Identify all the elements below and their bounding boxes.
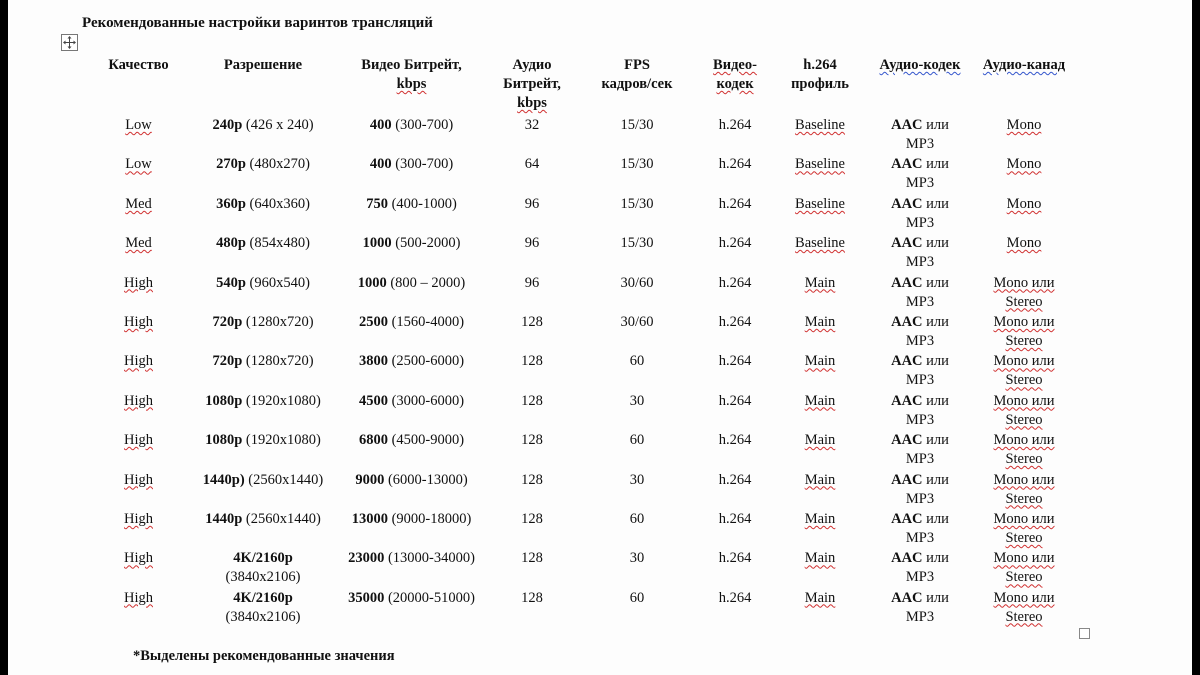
cell-audio-channel: Mono [1006,195,1042,212]
table-row [82,352,1080,391]
document-title: Рекомендованные настройки варинтов трансляций [82,15,433,31]
cell-resolution: 480p (854x480) [216,235,310,252]
table-row [82,510,1080,549]
cell-fps: 15/30 [620,156,654,173]
cell-profile: Baseline [795,156,845,173]
cell-resolution: 1440p) (2560x1440) [202,471,324,488]
cell-video-codec: h.264 [718,510,752,527]
cell-resolution: 4K/2160p (3840x2106) [225,550,301,586]
cell-fps: 30 [629,471,645,488]
cell-audio-codec: AAC или MP3 [891,589,949,625]
cell-fps: 60 [629,353,645,370]
cell-fps: 60 [629,432,645,449]
cell-video-codec: h.264 [718,550,752,567]
cell-video-bitrate: 9000 (6000-13000) [355,471,468,488]
cell-fps: 60 [629,589,645,606]
table-body [82,116,1080,628]
cell-audio-codec: AAC или MP3 [891,510,949,546]
cell-audio-bitrate: 96 [524,274,540,291]
table-row [82,431,1080,470]
header-audio-codec: Аудио-кодек [879,57,961,73]
cell-audio-codec: AAC или MP3 [891,392,949,428]
cell-profile: Main [804,353,836,370]
streaming-settings-table [82,56,1080,628]
cell-video-bitrate: 400 (300-700) [369,117,454,133]
cell-audio-codec: AAC или MP3 [891,235,949,271]
table-row [82,234,1080,273]
cell-fps: 30 [629,392,645,409]
header-audio-channel: Аудио-канад [982,57,1066,73]
cell-resolution: 240p (426 x 240) [212,117,314,133]
cell-audio-bitrate: 128 [521,471,543,488]
cell-quality: High [124,550,153,567]
cell-video-bitrate: 3800 (2500-6000) [358,353,465,370]
cell-video-codec: h.264 [718,353,752,370]
cell-audio-codec: AAC или MP3 [891,274,949,310]
cell-resolution: 540p (960x540) [216,274,310,291]
cell-quality: Low [125,117,152,133]
header-resolution: Разрешение [223,57,303,73]
cell-audio-codec: AAC или MP3 [891,117,949,152]
table-header-row [82,56,1080,116]
cell-quality: Med [125,195,152,212]
cell-video-codec: h.264 [718,392,752,409]
cell-quality: High [124,589,153,606]
cell-audio-bitrate: 128 [521,550,543,567]
cell-audio-channel: Mono или Stereo [993,353,1055,389]
cell-resolution: 270p (480x270) [216,156,310,173]
document-page [8,0,1192,675]
cell-video-bitrate: 1000 (800 – 2000) [357,274,466,291]
cell-quality: High [124,274,153,291]
cell-audio-channel: Mono или Stereo [993,432,1055,468]
cell-profile: Main [804,589,836,606]
cell-quality: Med [125,235,152,252]
cell-audio-codec: AAC или MP3 [891,313,949,349]
table-row [82,274,1080,313]
cell-video-codec: h.264 [718,432,752,449]
header-video-codec: Видео- кодек [713,57,757,92]
cell-video-codec: h.264 [718,156,752,173]
cell-profile: Baseline [795,195,845,212]
cell-fps: 30/60 [620,313,654,330]
table-row [82,195,1080,234]
cell-audio-codec: AAC или MP3 [891,550,949,586]
cell-video-bitrate: 23000 (13000-34000) [348,550,475,567]
cell-video-codec: h.264 [718,117,752,133]
cell-audio-codec: AAC или MP3 [891,353,949,389]
cell-video-bitrate: 400 (300-700) [369,156,454,173]
table-row [82,471,1080,510]
cell-audio-channel: Mono или Stereo [993,392,1055,428]
table-row [82,392,1080,431]
cell-video-bitrate: 1000 (500-2000) [362,235,461,252]
move-arrows-icon [62,35,77,50]
cell-audio-channel: Mono или Stereo [993,550,1055,586]
table-row [82,589,1080,628]
cell-audio-bitrate: 32 [524,117,540,133]
cell-video-codec: h.264 [718,471,752,488]
cell-quality: High [124,510,153,527]
cell-profile: Main [804,392,836,409]
cell-audio-channel: Mono или Stereo [993,274,1055,310]
cell-audio-channel: Mono [1006,156,1042,173]
header-video-bitrate: Видео Битрейт, kbps [361,57,462,92]
cell-quality: High [124,313,153,330]
header-quality: Качество [108,57,169,73]
header-audio-bitrate: Аудио Битрейт, kbps [503,57,561,111]
cell-profile: Main [804,313,836,330]
cell-audio-codec: AAC или MP3 [891,432,949,468]
table-row [82,549,1080,588]
cell-audio-channel: Mono или Stereo [993,471,1055,507]
cell-quality: High [124,432,153,449]
cell-profile: Main [804,471,836,488]
cell-profile: Baseline [795,235,845,252]
cell-video-codec: h.264 [718,235,752,252]
cell-fps: 15/30 [620,235,654,252]
cell-profile: Main [804,274,836,291]
cell-fps: 15/30 [620,195,654,212]
header-fps: FPS кадров/сек [601,57,673,92]
table-row [82,155,1080,194]
cell-quality: High [124,471,153,488]
cell-video-bitrate: 750 (400-1000) [366,195,457,212]
cell-audio-bitrate: 64 [524,156,540,173]
cell-fps: 30/60 [620,274,654,291]
cell-resolution: 720p (1280x720) [212,313,314,330]
cell-audio-bitrate: 96 [524,195,540,212]
cell-resolution: 1080p (1920x1080) [205,392,321,409]
cell-video-codec: h.264 [718,313,752,330]
cell-audio-channel: Mono или Stereo [993,313,1055,349]
cell-audio-codec: AAC или MP3 [891,195,949,231]
cell-video-bitrate: 35000 (20000-51000) [348,589,475,606]
cell-audio-bitrate: 128 [521,392,543,409]
cell-resolution: 720p (1280x720) [212,353,314,370]
cell-audio-codec: AAC или MP3 [891,471,949,507]
cell-audio-bitrate: 128 [521,432,543,449]
cell-quality: Low [125,156,152,173]
cell-profile: Main [804,550,836,567]
footnote: *Выделены рекомендованные значения [133,648,395,664]
cell-fps: 30 [629,550,645,567]
cell-quality: High [124,353,153,370]
cell-audio-channel: Mono [1006,117,1042,133]
cell-audio-bitrate: 128 [521,510,543,527]
cell-video-codec: h.264 [718,589,752,606]
table-move-handle[interactable] [61,34,78,51]
cell-resolution: 1440p (2560x1440) [205,510,321,527]
cell-video-bitrate: 4500 (3000-6000) [358,392,465,409]
cell-audio-bitrate: 128 [521,353,543,370]
cell-video-codec: h.264 [718,274,752,291]
cell-resolution: 4K/2160p (3840x2106) [225,589,301,625]
table-resize-handle[interactable] [1079,628,1090,639]
cell-video-codec: h.264 [718,195,752,212]
cell-quality: High [124,392,153,409]
table-row [82,116,1080,155]
cell-audio-bitrate: 96 [524,235,540,252]
cell-video-bitrate: 2500 (1560-4000) [358,313,465,330]
cell-resolution: 360p (640x360) [216,195,310,212]
cell-audio-codec: AAC или MP3 [891,156,949,192]
cell-profile: Baseline [795,117,845,133]
cell-audio-channel: Mono или Stereo [993,510,1055,546]
cell-video-bitrate: 13000 (9000-18000) [351,510,472,527]
cell-audio-channel: Mono или Stereo [993,589,1055,625]
cell-fps: 15/30 [620,117,654,133]
cell-audio-bitrate: 128 [521,313,543,330]
cell-profile: Main [804,432,836,449]
cell-video-bitrate: 6800 (4500-9000) [358,432,465,449]
cell-profile: Main [804,510,836,527]
header-profile: h.264 профиль [791,57,849,92]
cell-resolution: 1080p (1920x1080) [205,432,321,449]
cell-fps: 60 [629,510,645,527]
cell-audio-bitrate: 128 [521,589,543,606]
cell-audio-channel: Mono [1006,235,1042,252]
table-row [82,313,1080,352]
